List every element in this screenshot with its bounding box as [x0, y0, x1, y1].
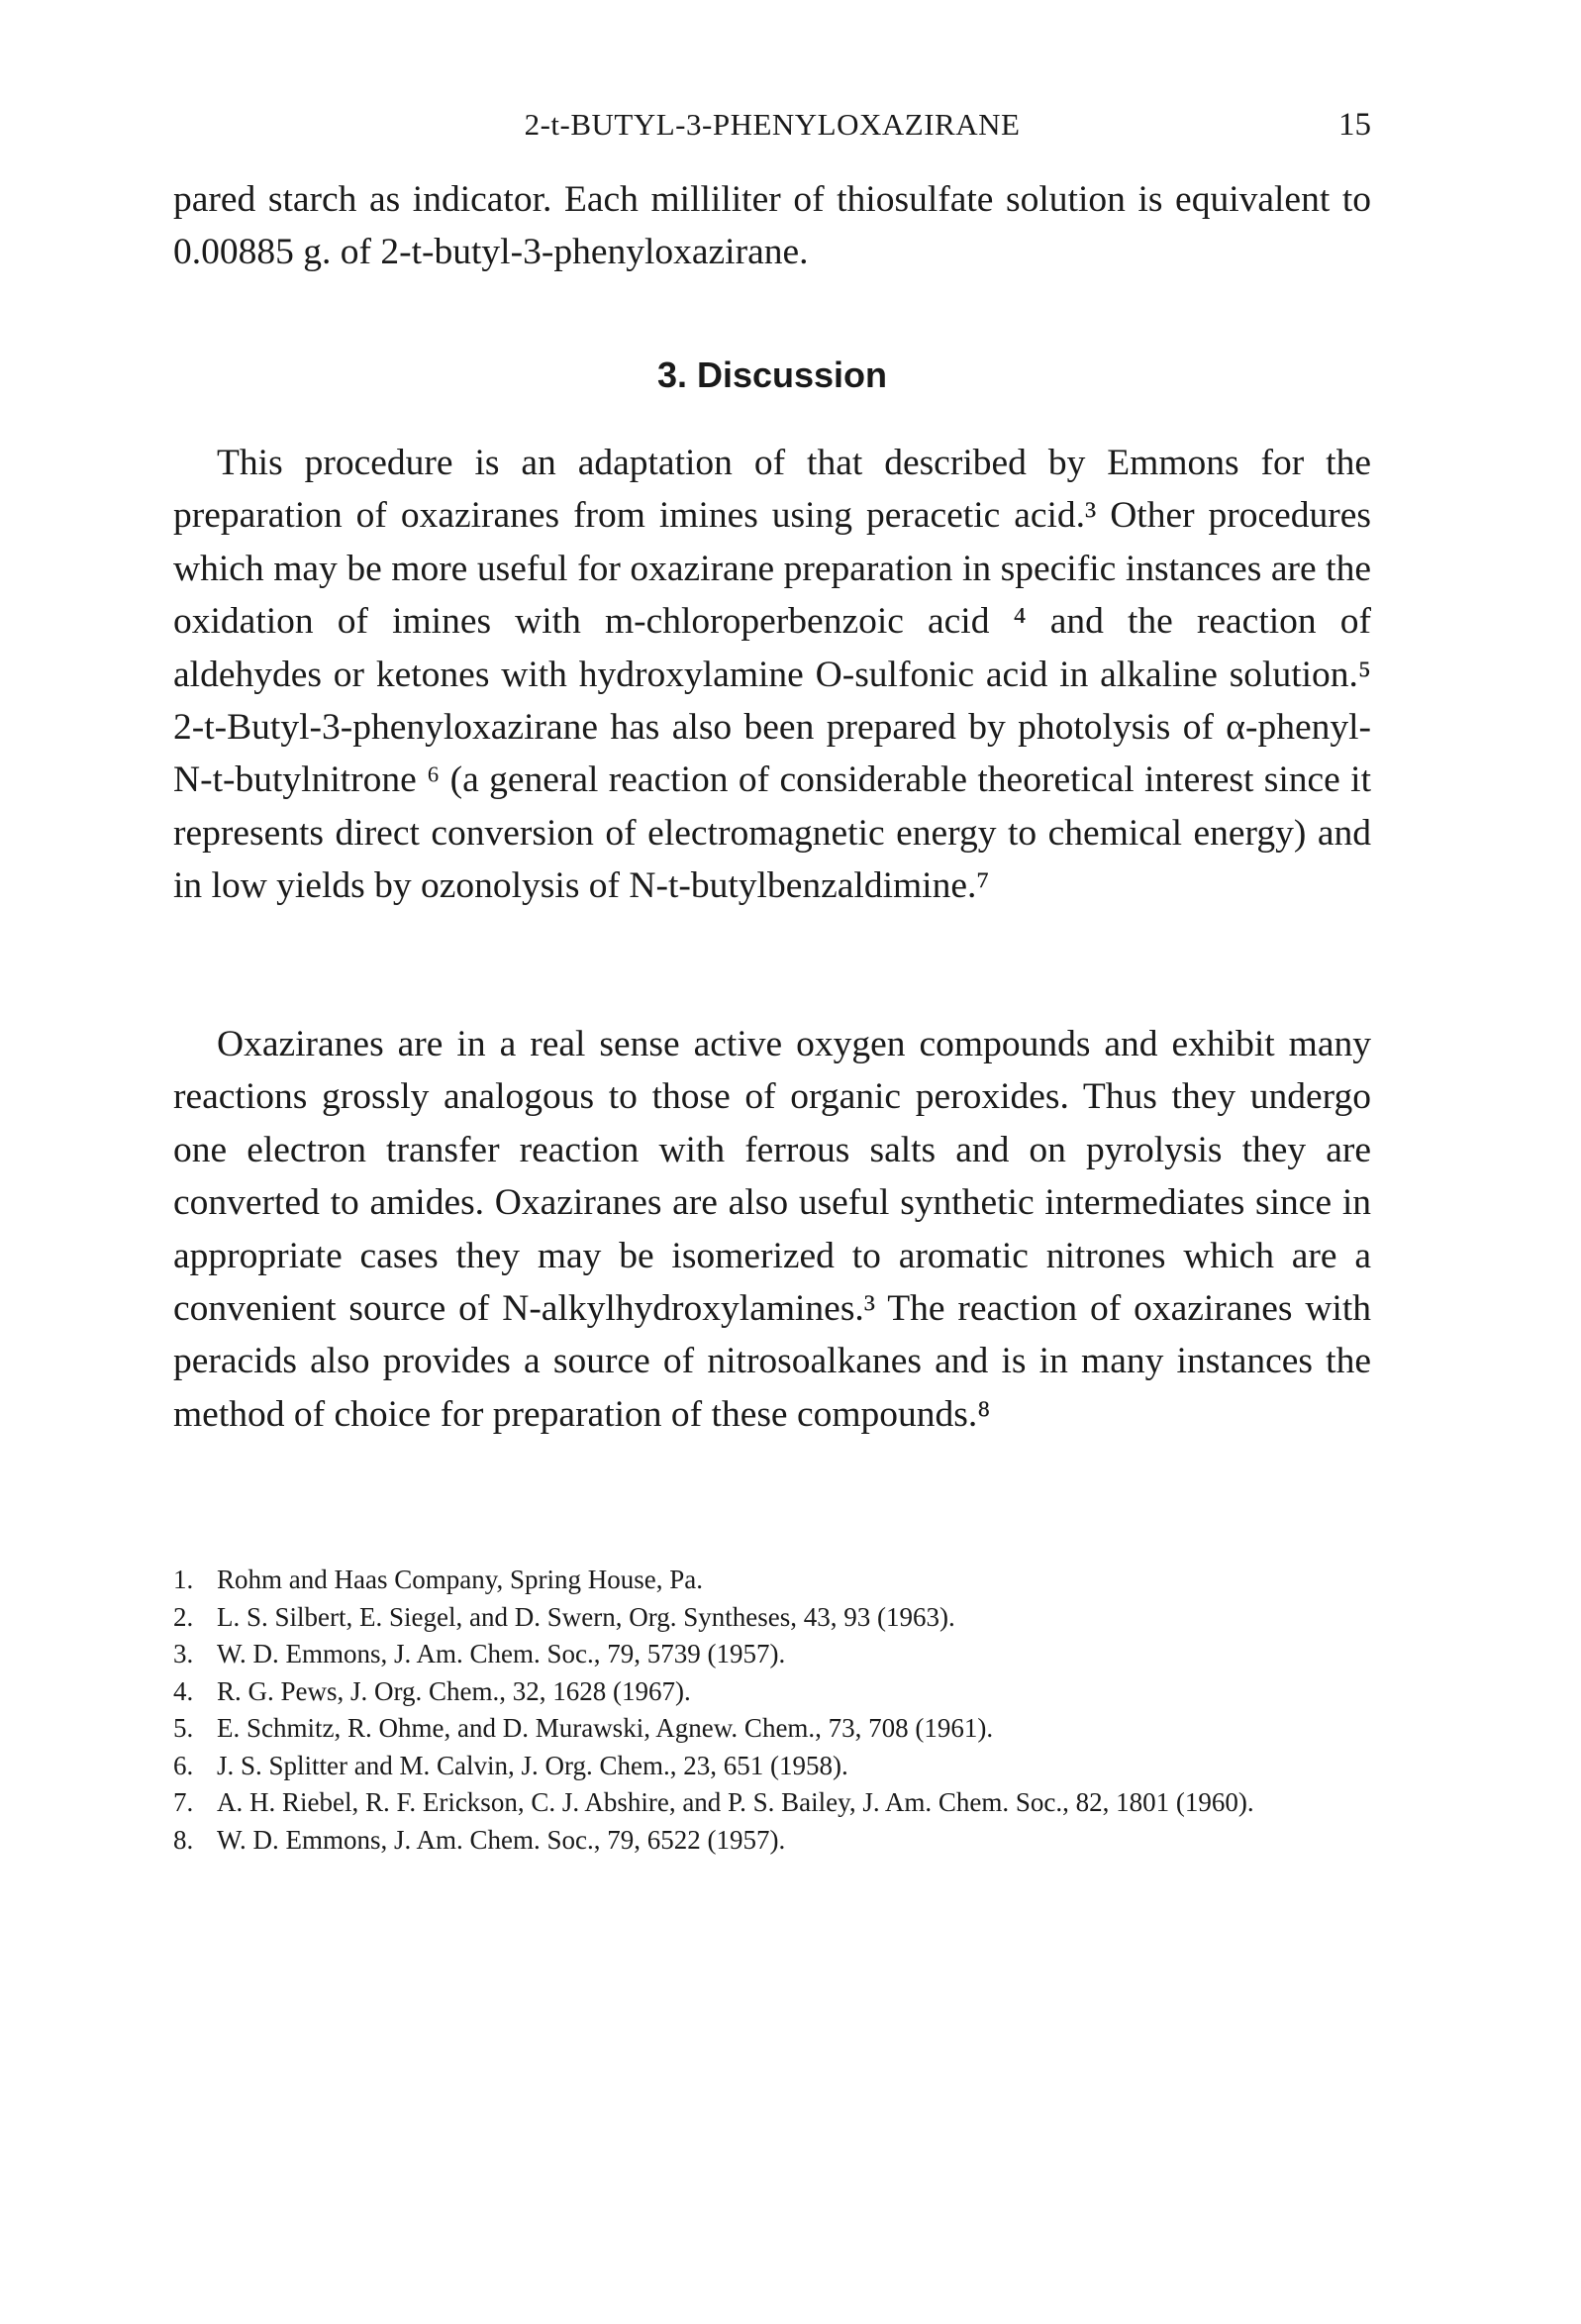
footnote-number: 1. [173, 1565, 194, 1594]
footnote [173, 1636, 1371, 1673]
footnote [173, 1784, 1371, 1822]
footnote [173, 1562, 1371, 1599]
paragraph-continued: pared starch as indicator. Each milliliter of thiosulfate solution is equivalent to 0.00885 g. of 2-t-butyl-3-phenyloxazirane. [173, 179, 1371, 273]
running-title: 2-t-BUTYL-3-PHENYLOXAZIRANE [524, 107, 1021, 142]
footnote-text: Rohm and Haas Company, Spring House, Pa. [217, 1565, 703, 1594]
page-number: 15 [1338, 107, 1371, 143]
footnote [173, 1673, 1371, 1711]
running-head [173, 107, 1371, 156]
footnotes-list [173, 1562, 1371, 1859]
footnote-number: 7. [173, 1787, 194, 1817]
footnote-number: 3. [173, 1639, 194, 1668]
footnote-number: 2. [173, 1601, 194, 1632]
footnote-text: E. Schmitz, R. Ohme, and D. Murawski, Agnew. Chem., 73, 708 (1961). [217, 1713, 994, 1743]
footnote [173, 1599, 1371, 1637]
footnote [173, 1710, 1371, 1748]
footnote-text: W. D. Emmons, J. Am. Chem. Soc., 79, 6522 (1957). [217, 1824, 786, 1855]
footnote-number: 5. [173, 1713, 194, 1743]
section-heading: 3. Discussion [656, 354, 888, 395]
footnote-text: A. H. Riebel, R. F. Erickson, C. J. Abshire, and P. S. Bailey, J. Am. Chem. Soc., 82, 1801 (1960). [217, 1787, 1254, 1817]
footnote-text: J. S. Splitter and M. Calvin, J. Org. Chem., 23, 651 (1958). [217, 1750, 848, 1780]
footnote-number: 4. [173, 1675, 194, 1706]
footnote [173, 1822, 1371, 1860]
footnote [173, 1748, 1371, 1785]
footnote-text: W. D. Emmons, J. Am. Chem. Soc., 79, 5739 (1957). [217, 1639, 786, 1668]
footnote-number: 6. [173, 1750, 194, 1780]
paragraph-discussion: This procedure is an adaptation of that described by Emmons for the preparation of oxaziranes from imines using peracetic acid.³ Other procedures which may be more useful for oxazirane preparation in specific instances are the oxidation of imines with m-chloroperbenzoic acid ⁴ and the reaction of aldehydes or ketones with hydroxylamine O-sulfonic acid in alkaline solution.⁵ 2-t-Butyl-3-phenyloxazirane has also been prepared by photolysis of α-phenyl-N-t-butylnitrone ⁶ (a general reaction of considerable theoretical interest since it represents direct conversion of electromagnetic energy to chemical energy) and in low yields by ozonolysis of N-t-butylbenzaldimine.⁷ [173, 443, 1371, 907]
footnote-text: R. G. Pews, J. Org. Chem., 32, 1628 (1967). [217, 1675, 691, 1706]
footnote-number: 8. [173, 1824, 194, 1855]
paragraph-oxaziranes: Oxaziranes are in a real sense active oxygen compounds and exhibit many reactions grossly analogous to those of organic peroxides. Thus they undergo one electron transfer reaction with ferrous salts and on pyrolysis they are converted to amides. Oxaziranes are also useful synthetic intermediates since in appropriate cases they may be isomerized to aromatic nitrones which are a convenient source of N-alkylhydroxylamines.³ The reaction of oxaziranes with peracids also provides a source of nitrosoalkanes and is in many instances the method of choice for preparation of these compounds.⁸ [173, 1024, 1371, 1435]
footnote-text: L. S. Silbert, E. Siegel, and D. Swern, Org. Syntheses, 43, 93 (1963). [217, 1601, 955, 1632]
